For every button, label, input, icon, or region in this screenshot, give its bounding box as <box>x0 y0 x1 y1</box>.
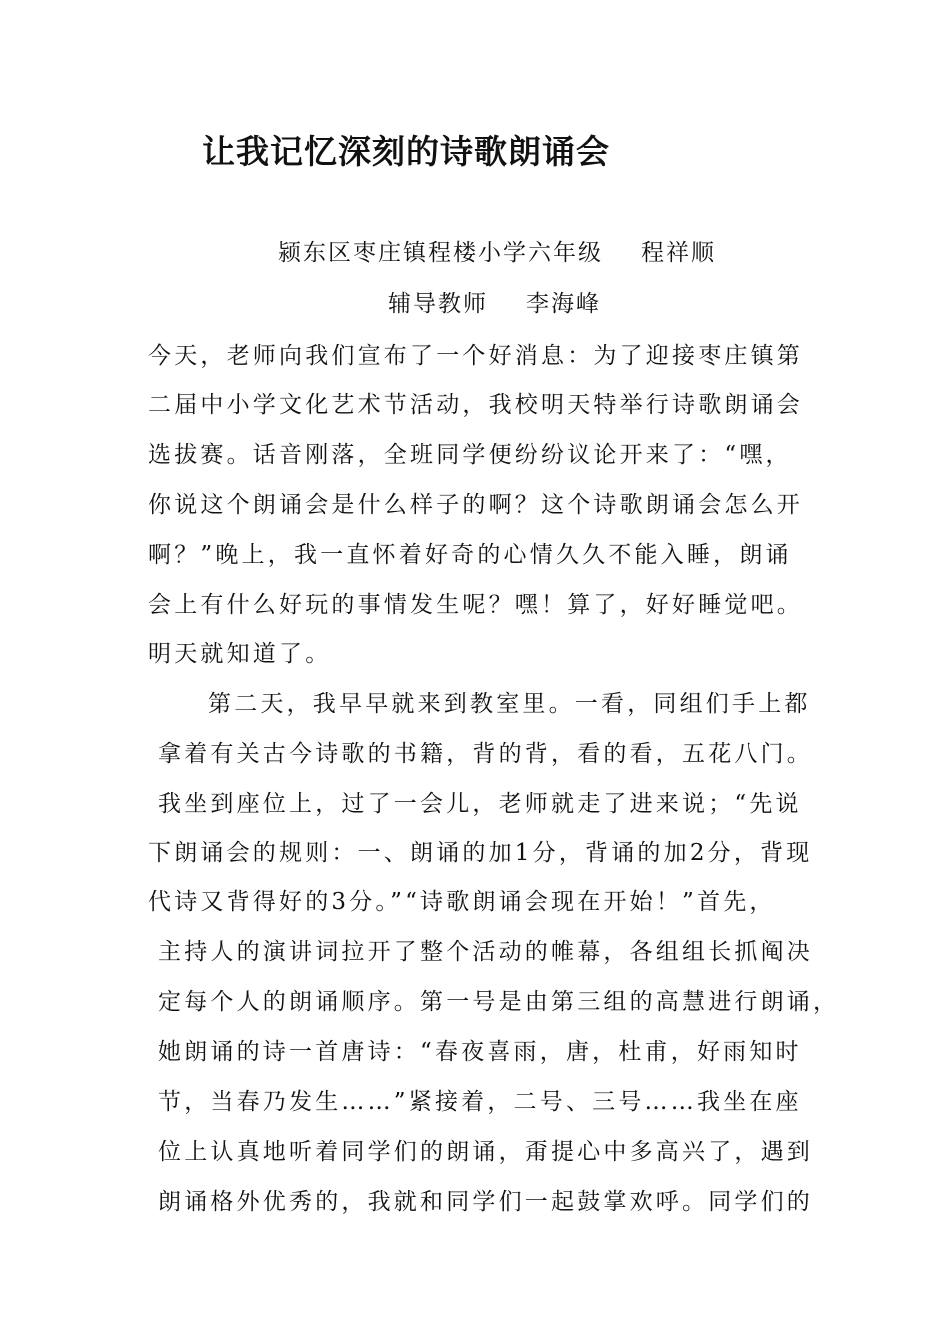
advisor-byline <box>388 285 601 318</box>
text-line: 我坐到座位上，过了一会儿，老师就走了进来说；“先说 <box>158 791 802 817</box>
text-line: 二届中小学文化艺术节活动，我校明天特举行诗歌朗诵会 <box>148 392 803 418</box>
text-line: 朗诵格外优秀的，我就和同学们一起鼓掌欢呼。同学们的 <box>158 1189 813 1215</box>
text-line: 啊？”晚上，我一直怀着好奇的心情久久不能入睡，朗诵 <box>148 542 792 568</box>
author-school: 颍东区枣庄镇程楼小学六年级 <box>278 240 603 266</box>
text-line: 第二天，我早早就来到教室里。一看，同组们手上都 <box>208 691 811 717</box>
text-line: 位上认真地听着同学们的朗诵，甭提心中多高兴了，遇到 <box>158 1139 813 1165</box>
text-line: 选拔赛。话音刚落，全班同学便纷纷议论开来了：“嘿， <box>148 442 792 468</box>
text-line: 会上有什么好玩的事情发生呢？嘿！算了，好好睡觉吧。 <box>148 592 803 618</box>
text-line: 你说这个朗诵会是什么样子的啊？这个诗歌朗诵会怎么开 <box>148 492 803 518</box>
text-line: 定每个人的朗诵顺序。第一号是由第三组的高慧进行朗诵， <box>158 989 840 1015</box>
author-byline <box>278 234 716 267</box>
advisor-name: 李海峰 <box>526 291 601 317</box>
text-line: 节，当春乃发生……”紧接着，二号、三号……我坐在座 <box>158 1089 802 1115</box>
text-line: 她朗诵的诗一首唐诗：“春夜喜雨，唐，杜甫，好雨知时 <box>158 1039 802 1065</box>
text-line: 主持人的演讲词拉开了整个活动的帷幕，各组组长抓阄决 <box>158 939 813 965</box>
document-title: 让我记忆深刻的诗歌朗诵会 <box>202 132 610 171</box>
author-name: 程祥顺 <box>641 240 716 266</box>
text-line: 明天就知道了。 <box>148 641 332 667</box>
text-line: 代诗又背得好的3分。”“诗歌朗诵会现在开始！”首先， <box>148 889 776 915</box>
text-line: 拿着有关古今诗歌的书籍，背的背，看的看，五花八门。 <box>158 741 813 767</box>
text-line: 下朗诵会的规则：一、朗诵的加1分，背诵的加2分，背现 <box>148 840 813 866</box>
advisor-label: 辅导教师 <box>388 291 488 317</box>
text-line: 今天，老师向我们宣布了一个好消息：为了迎接枣庄镇第 <box>148 343 803 369</box>
